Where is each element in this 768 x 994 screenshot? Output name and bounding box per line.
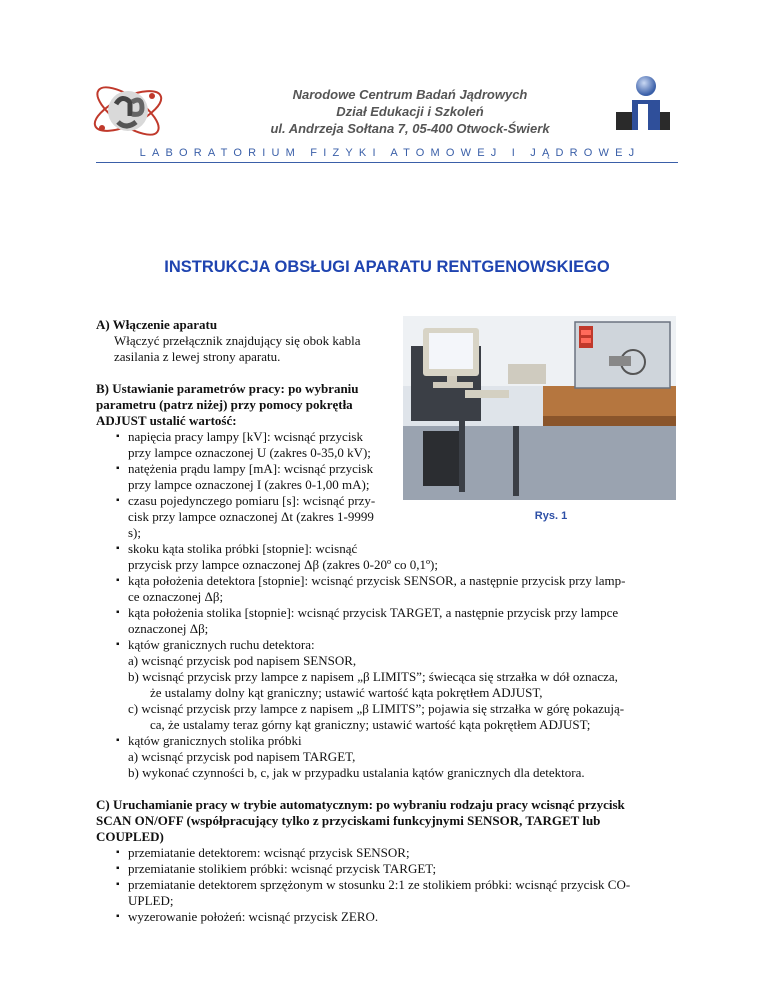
bullet-icon: ▪: [116, 495, 120, 506]
page-title: INSTRUKCJA OBSŁUGI APARATU RENTGENOWSKIEGO: [164, 258, 610, 276]
section-c-heading-line: SCAN ON/OFF (współpracujący tylko z przyciskami funkcyjnymi SENSOR, TARGET lub: [96, 813, 601, 828]
section-b-line: kąta położenia detektora [stopnie]: wcisnąć przycisk SENSOR, a następnie przycisk przy lamp-: [128, 573, 626, 588]
section-b-line: przycisk przy lampce oznaczonej Δβ (zakres 0-20º co 0,1º);: [128, 557, 438, 572]
lab-logo: [612, 74, 674, 136]
section-b-line: natężenia prądu lampy [mA]: wcisnąć przycisk: [128, 461, 374, 476]
section-b-heading-line: B) Ustawianie parametrów pracy: po wybraniu: [96, 381, 359, 396]
bullet-icon: ▪: [116, 639, 120, 650]
section-c-heading-line: COUPLED): [96, 829, 164, 844]
bullet-icon: ▪: [116, 735, 120, 746]
bullet-icon: ▪: [116, 847, 120, 858]
section-c-line: UPLED;: [128, 893, 174, 908]
section-b-line: ce oznaczonej Δβ;: [128, 589, 224, 604]
section-b-line: ca, że ustalamy teraz górny kąt graniczny; ustawić wartość kąta pokrętłem ADJUST;: [150, 717, 591, 732]
header-divider: [96, 162, 678, 163]
xray-apparatus-photo: [403, 316, 676, 500]
section-c-line: przemiatanie detektorem sprzężonym w stosunku 2:1 ze stolikiem próbki: wcisnąć przycisk CO-: [128, 877, 631, 892]
bullet-icon: ▪: [116, 543, 120, 554]
photo-caption: Rys. 1: [534, 510, 568, 522]
address: ul. Andrzeja Sołtana 7, 05-400 Otwock-Świerk: [270, 121, 550, 136]
section-b-line: napięcia pracy lampy [kV]: wcisnąć przycisk: [128, 429, 363, 444]
section-c-line: przemiatanie stolikiem próbki: wcisnąć przycisk TARGET;: [128, 861, 437, 876]
institution-name: Narodowe Centrum Badań Jądrowych: [292, 87, 528, 102]
bullet-icon: ▪: [116, 911, 120, 922]
ncbj-logo: [88, 76, 168, 146]
bullet-icon: ▪: [116, 607, 120, 618]
section-c-heading-line: C) Uruchamianie pracy w trybie automatycznym: po wybraniu rodzaju pracy wcisnąć przycisk: [96, 797, 625, 812]
section-b-heading-line: parametru (patrz niżej) przy pomocy pokrętła: [96, 397, 353, 412]
section-b-line: b) wcisnąć przycisk przy lampce z napisem „β LIMITS”; świecąca się strzałka w dół oznacza,: [128, 669, 618, 684]
bullet-icon: ▪: [116, 431, 120, 442]
section-c-line: wyzerowanie położeń: wcisnąć przycisk ZERO.: [128, 909, 379, 924]
bullet-icon: ▪: [116, 879, 120, 890]
section-b-line: czasu pojedynczego pomiaru [s]: wcisnąć przy-: [128, 493, 376, 508]
bullet-icon: ▪: [116, 575, 120, 586]
section-b-line: c) wcisnąć przycisk przy lampce z napisem „β LIMITS”; pojawia się strzałka w górę pokazują-: [128, 701, 625, 716]
section-a-heading: A) Włączenie aparatu: [96, 317, 218, 332]
section-b-line: a) wcisnąć przycisk pod napisem TARGET,: [128, 749, 356, 764]
section-b-line: przy lampce oznaczonej I (zakres 0-1,00 mA);: [128, 477, 370, 492]
section-b-line: skoku kąta stolika próbki [stopnie]: wcisnąć: [128, 541, 358, 556]
section-b-line: a) wcisnąć przycisk pod napisem SENSOR,: [128, 653, 357, 668]
department-name: Dział Edukacji i Szkoleń: [336, 104, 484, 119]
lab-name: LABORATORIUM FIZYKI ATOMOWEJ I JĄDROWEJ: [139, 147, 641, 159]
section-b-line: kąta położenia stolika [stopnie]: wcisnąć przycisk TARGET, a następnie przycisk przy lampce: [128, 605, 619, 620]
bullet-icon: ▪: [116, 863, 120, 874]
section-b-line: przy lampce oznaczonej U (zakres 0-35,0 kV);: [128, 445, 371, 460]
bullet-icon: ▪: [116, 463, 120, 474]
section-b-line: że ustalamy dolny kąt graniczny; ustawić wartość kąta pokrętłem ADJUST,: [150, 685, 543, 700]
section-b-line: b) wykonać czynności b, c, jak w przypadku ustalania kątów granicznych dla detektora.: [128, 765, 585, 780]
section-b-line: cisk przy lampce oznaczonej Δt (zakres 1-9999: [128, 509, 374, 524]
section-b-line: s);: [128, 525, 141, 540]
section-b-line: kątów granicznych ruchu detektora:: [128, 637, 315, 652]
section-c-line: przemiatanie detektorem: wcisnąć przycisk SENSOR;: [128, 845, 410, 860]
section-a-line: zasilania z lewej strony aparatu.: [114, 349, 281, 364]
section-b-line: kątów granicznych stolika próbki: [128, 733, 302, 748]
section-a-line: Włączyć przełącznik znajdujący się obok kabla: [114, 333, 361, 348]
section-b-line: oznaczonej Δβ;: [128, 621, 209, 636]
section-b-heading-line: ADJUST ustalić wartość:: [96, 413, 237, 428]
